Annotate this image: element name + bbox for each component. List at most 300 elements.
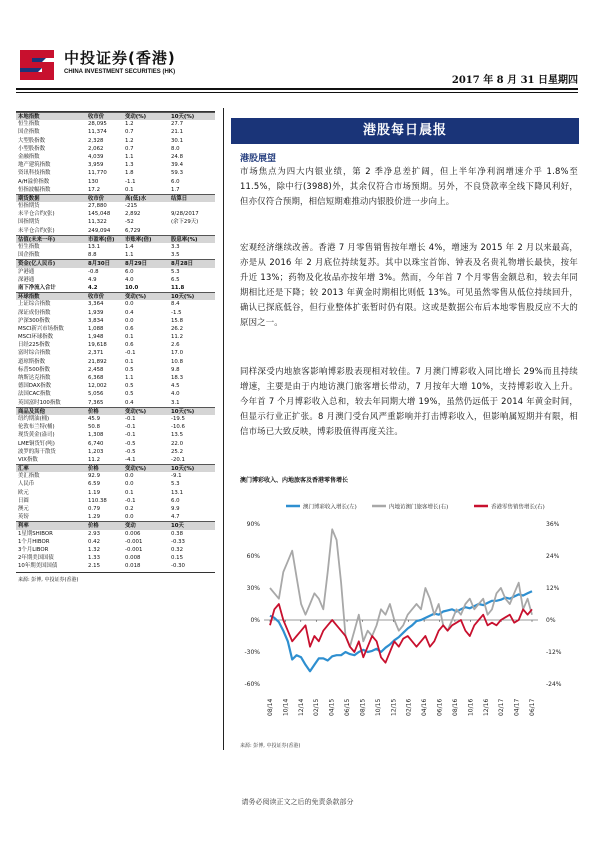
table-cell: 0.008 [125, 555, 141, 562]
table-cell: 1.2 [125, 137, 134, 144]
table-cell: 沪港通 [18, 268, 35, 275]
table-section-header [16, 235, 215, 243]
table-cell: 南下净流入合计 [18, 284, 56, 291]
chart-title: 澳门博彩收入、内地旅客及香港零售增长 [240, 477, 349, 484]
y-right-tick-label: -24% [546, 681, 562, 688]
table-cell: MSCI新兴市场指数 [18, 325, 64, 332]
header-cell: 价格 [88, 523, 99, 530]
header-cell: 价格 [88, 466, 99, 473]
table-section-header [16, 292, 215, 300]
table-cell: 4.0 [171, 391, 180, 398]
table-cell: 39.4 [171, 162, 184, 169]
header-cell: 资金(亿人民币) [18, 261, 56, 268]
table-cell: 45.9 [88, 415, 101, 422]
table-cell: 1.1 [125, 375, 134, 381]
table-cell: 1,308 [88, 432, 104, 439]
table-cell: -0.1 [125, 424, 136, 431]
table-row [16, 440, 215, 448]
table-cell: 0.1 [125, 358, 134, 365]
table-row [16, 374, 215, 382]
table-cell: -0.30 [171, 563, 185, 570]
table-cell: 1,939 [88, 309, 104, 316]
table-cell: 9/28/2017 [171, 211, 199, 218]
brand-name-en: CHINA INVESTMENT SECURITIES (HK) [64, 69, 176, 75]
header-cell: 收市价 [88, 114, 105, 120]
table-cell: 0.0 [125, 514, 134, 521]
table-row [16, 243, 215, 251]
x-tick-label: 08/14 [267, 698, 274, 716]
table-cell: 30.1 [171, 137, 184, 144]
header-cell: 变动(%) [125, 466, 147, 473]
table-cell: 法国CAC指数 [18, 391, 51, 398]
table-cell: 2,328 [88, 137, 104, 144]
table-row [16, 480, 215, 488]
table-cell: 8.4 [171, 301, 180, 308]
table-cell: 21,892 [88, 358, 107, 365]
table-cell: -10.6 [171, 424, 185, 431]
table-cell: VIX指数 [18, 456, 38, 463]
header-cell: 8月28日 [171, 261, 194, 268]
table-cell: 0.42 [88, 538, 101, 545]
table-cell: 3.1 [171, 399, 180, 406]
x-tick-label: 06/17 [529, 698, 536, 716]
table-cell: 1星期SHIBOR [18, 530, 53, 537]
table-cell: 1,948 [88, 334, 104, 341]
table-row [16, 497, 215, 505]
x-tick-label: 04/16 [421, 698, 429, 716]
section-title: 港股展望 [240, 154, 277, 164]
table-row [16, 178, 215, 186]
x-tick-label: 10/15 [374, 698, 382, 716]
header-cell: 变动(%) [125, 408, 147, 415]
table-row [16, 448, 215, 456]
table-cell: 0.006 [125, 530, 141, 537]
table-row [16, 562, 215, 570]
table-cell: 145,048 [88, 211, 111, 218]
table-cell: 10.0 [125, 284, 139, 291]
x-tick-label: 12/15 [390, 698, 398, 716]
header-cell: 10天(%) [171, 466, 195, 473]
table-row [16, 505, 215, 513]
table-cell: 22.0 [171, 440, 184, 447]
table-row [16, 366, 215, 374]
table-cell: 110.38 [88, 497, 107, 504]
table-cell: 6.0 [171, 178, 180, 185]
table-cell: 恒指期货 [18, 203, 40, 210]
x-tick-label: 06/16 [436, 698, 444, 716]
table-cell: 国企指数 [18, 129, 40, 136]
header-cell: 市盈率(倍) [88, 236, 115, 243]
company-logo [16, 46, 194, 86]
table-cell: 2,892 [125, 211, 141, 218]
table-cell: 1.7 [171, 186, 180, 193]
table-row [16, 530, 215, 538]
table-cell: 24.8 [171, 153, 184, 160]
table-row [16, 276, 215, 284]
table-cell: 1,203 [88, 448, 104, 455]
table-cell: 1.33 [88, 555, 101, 562]
table-row [16, 349, 215, 357]
table-cell: 17.0 [171, 350, 184, 357]
table-cell: 地产建筑指数 [18, 162, 51, 169]
table-cell: -4.1 [125, 456, 136, 463]
table-cell: 2.93 [88, 530, 101, 537]
table-cell: 未平仓合约(张) [18, 211, 55, 218]
header-cell: 高(低)水 [125, 195, 147, 202]
header-cell: 利率 [18, 523, 29, 530]
table-cell: 13.5 [171, 432, 184, 439]
table-row [16, 137, 215, 145]
table-cell: 1.19 [88, 489, 101, 496]
table-row [16, 251, 215, 259]
x-tick-label: 12/16 [482, 698, 490, 716]
table-row [16, 186, 215, 194]
legend-label: 澳门博彩收入增长(左) [303, 504, 357, 511]
table-cell: A/H溢价指数 [18, 178, 50, 185]
table-row [16, 472, 215, 480]
table-section-header [16, 259, 215, 267]
table-row [16, 309, 215, 317]
table-cell: 0.0 [125, 317, 134, 324]
table-section-header [16, 407, 215, 415]
table-section-header [16, 112, 215, 120]
table-row [16, 489, 215, 497]
header-cell: 变动(%) [125, 294, 147, 301]
table-cell: 国指期货 [18, 219, 40, 226]
table-cell: 17.2 [88, 186, 101, 193]
footer-disclaimer: 请务必阅读正文之后的免责条款部分 [241, 798, 354, 806]
table-cell: 0.6 [125, 342, 134, 349]
y-left-tick-label: -30% [244, 649, 260, 656]
y-right-tick-label: 24% [546, 553, 560, 560]
table-cell: 标普500指数 [18, 366, 50, 373]
table-cell: 上证综合指数 [18, 301, 51, 308]
paragraph-banks: 市场焦点为四大内银业绩，第 2 季净息差扩阔，但上半年净利润增速介乎 1.8%至 11.5%，除中行(3988)外，其余仅符合市场预期。另外，不良贷款率全线下降风利好，但亦仅符合预期，相信短期难推动内银股价进一步向上。 [240, 166, 578, 206]
table-cell: 0.4 [125, 309, 134, 316]
table-section-header [16, 194, 215, 202]
table-cell: 1.32 [88, 546, 101, 553]
x-tick-label: 02/15 [313, 698, 321, 716]
table-cell: 0.15 [171, 555, 184, 562]
legend-label: 香港零售销售增长(右) [491, 504, 545, 511]
x-tick-label: 08/15 [359, 698, 367, 716]
table-row [16, 317, 215, 325]
table-cell: 1.1 [125, 252, 134, 259]
table-cell: 4,039 [88, 153, 104, 160]
table-cell: 欧元 [18, 489, 29, 496]
table-cell: 13.1 [88, 244, 101, 250]
table-cell: 恒指波幅指数 [18, 186, 51, 193]
table-cell: 1.4 [125, 244, 134, 250]
header-cell: 本地指数 [18, 114, 40, 120]
header-cell: 10天(%) [171, 294, 195, 301]
table-cell: 0.5 [125, 383, 134, 390]
header-cell: 商品及其他 [18, 408, 45, 415]
table-cell: -0.5 [125, 440, 136, 447]
table-cell: 25.2 [171, 448, 184, 455]
table-cell: -0.001 [125, 546, 143, 553]
table-cell: 1.3 [125, 162, 134, 169]
x-tick-label: 08/16 [451, 698, 459, 716]
series-line-3 [270, 604, 532, 663]
header-cell: 10天 [171, 523, 184, 530]
table-row [16, 341, 215, 349]
table-cell: 0.1 [125, 186, 134, 193]
table-cell: 纳斯达克指数 [18, 375, 51, 381]
table-cell: 沪深300指数 [18, 317, 50, 324]
table-cell: 11,374 [88, 129, 107, 136]
table-cell: -215 [125, 203, 138, 210]
table-row [16, 390, 215, 398]
table-row [16, 145, 215, 153]
y-left-tick-label: 90% [246, 521, 260, 528]
table-cell: 8.8 [88, 252, 97, 259]
header-cell: 环球指数 [18, 294, 40, 301]
header-cell: 8月30日 [88, 261, 111, 268]
table-cell: -9.1 [171, 473, 182, 480]
table-cell: 0.7 [125, 129, 134, 136]
table-cell: 9.9 [171, 506, 180, 512]
table-cell: 0.1 [125, 334, 134, 341]
table-cell: -0.5 [125, 448, 136, 455]
table-cell: 10年期美国国债 [18, 563, 58, 570]
table-cell: 11.2 [88, 456, 101, 463]
x-tick-label: 10/14 [282, 698, 290, 716]
table-cell: 美汇指数 [18, 473, 40, 480]
table-cell: 资讯科技指数 [18, 170, 51, 177]
table-cell: 11.2 [171, 334, 184, 341]
table-cell: 13.1 [171, 489, 184, 496]
header-cell: 市账率(倍) [125, 236, 152, 243]
x-tick-label: 04/15 [328, 698, 336, 716]
table-cell: 4.0 [125, 276, 134, 283]
table-row [16, 554, 215, 562]
table-cell: 6,368 [88, 375, 104, 381]
table-cell: MSCI环球指数 [18, 334, 53, 341]
table-row [16, 333, 215, 341]
header-cell: 10天(%) [171, 114, 195, 120]
table-cell: 50.8 [88, 424, 101, 431]
paragraph-gaming: 同样深受内地旅客影响博彩股表现相对较佳。7 月澳门博彩收入同比增长 29%而且持续增速，主要是由于内地访澳门旅客增长带动，7 月按年大增 10%，支持博彩收入上升。今年首 7 个月博彩收入总和，较去年同期大增 19%，虽然仍远低于 2014 年黄金时间，但显示行业正扩张。8 月澳门受台风严重影响并打击博彩收入，但影响属短期并有限，相信市场已大致反映，博彩股值得再度关注。 [240, 366, 578, 436]
y-right-tick-label: 12% [546, 585, 560, 592]
table-cell: 0.4 [125, 399, 134, 406]
table-cell: 伦敦布兰特(桶) [18, 424, 55, 431]
x-tick-label: 10/16 [467, 698, 475, 716]
chart-source: 来源: 彭博, 中投证券(香港) [240, 743, 301, 749]
header-cell: 收市价 [88, 294, 105, 301]
table-cell: 0.79 [88, 506, 101, 512]
table-cell: 6,740 [88, 440, 104, 447]
table-cell: 0.2 [125, 506, 134, 512]
table-row [16, 268, 215, 276]
table-cell: -0.8 [88, 268, 99, 275]
table-cell: 小型股指数 [18, 145, 45, 152]
table-section-header [16, 464, 215, 472]
table-cell: 11.8 [171, 284, 185, 291]
legend-label: 内地访澳门旅客增长(右) [389, 504, 449, 511]
table-cell: 6.5 [171, 276, 180, 283]
table-cell: 5,056 [88, 391, 104, 398]
table-cell: 2.6 [171, 342, 180, 349]
table-cell: 6,729 [125, 227, 141, 234]
table-cell: 3,364 [88, 301, 104, 308]
table-cell: 英镑 [18, 514, 29, 521]
table-row [16, 218, 215, 226]
table-cell: 0.1 [125, 489, 134, 496]
table-cell: 12,002 [88, 383, 107, 390]
header-cell: 股息率(%) [171, 236, 198, 243]
table-cell: 59.3 [171, 170, 184, 177]
x-tick-label: 02/16 [405, 698, 413, 716]
table-cell: 0.0 [125, 473, 134, 480]
x-tick-label: 06/15 [344, 698, 352, 716]
table-row [16, 202, 215, 210]
table-cell: 富时综合指数 [18, 350, 51, 357]
header-rule-thin [16, 92, 578, 93]
table-cell: 3个月LIBOR [18, 546, 49, 553]
header-rule [16, 88, 578, 90]
table-row [16, 153, 215, 161]
table-row [16, 169, 215, 177]
y-right-tick-label: -12% [546, 649, 562, 656]
table-cell: 28,095 [88, 121, 107, 128]
table-cell: -0.1 [125, 350, 136, 357]
series-line-2 [270, 529, 532, 646]
table-cell: -0.001 [125, 538, 143, 545]
table-cell: 英国富时100指数 [18, 399, 61, 406]
table-row [16, 456, 215, 464]
table-cell: 27,880 [88, 203, 107, 210]
table-row [16, 210, 215, 218]
table-cell: 0.018 [125, 563, 141, 570]
header-cell: 价格 [88, 408, 99, 415]
table-cell: 金融指数 [18, 153, 40, 160]
y-right-tick-label: 0% [546, 617, 556, 624]
table-cell: 1.29 [88, 514, 101, 521]
table-cell: 1个月HIBOR [18, 538, 50, 545]
table-cell: 1.8 [125, 170, 134, 177]
table-cell: 日圆 [18, 497, 29, 504]
table-cell: -20.1 [171, 456, 185, 463]
table-cell: 5.3 [171, 268, 180, 275]
table-cell: 0.38 [171, 530, 184, 537]
table-cell: 2,062 [88, 145, 104, 152]
table-cell: 人民币 [18, 481, 35, 488]
table-cell: 0.32 [171, 546, 184, 553]
table-cell: 3,959 [88, 162, 104, 169]
table-cell: 2年期美国国债 [18, 555, 54, 562]
table-cell: 19,618 [88, 342, 107, 349]
table-cell: 15.8 [171, 317, 184, 324]
header-cell: 8月29日 [125, 261, 148, 268]
table-cell: 27.7 [171, 121, 184, 128]
table-row [16, 513, 215, 521]
table-cell: 2.15 [88, 563, 101, 570]
table-section-header [16, 521, 215, 529]
table-cell: -0.1 [125, 415, 136, 422]
table-cell: 6.0 [171, 497, 180, 504]
table-cell: 6.0 [125, 268, 134, 275]
table-cell: 5.3 [171, 481, 180, 488]
table-cell: 德国DAX指数 [18, 383, 51, 390]
table-cell: -19.5 [171, 415, 185, 422]
table-cell: 92.9 [88, 473, 101, 480]
table-cell: 恒生指数 [18, 244, 40, 250]
table-cell [168, 202, 215, 210]
table-cell: 18.3 [171, 375, 184, 381]
table-cell: 26.2 [171, 325, 184, 332]
table-cell: 10.8 [171, 358, 184, 365]
header-cell: 10天(%) [171, 408, 195, 415]
table-cell: 3.3 [171, 244, 180, 250]
table-row [16, 358, 215, 366]
table-cell: 6.59 [88, 481, 101, 488]
table-row [16, 325, 215, 333]
table-cell: 纽约期油(桶) [18, 415, 50, 422]
table-cell: 4.2 [88, 284, 98, 291]
table-cell: 日经225指数 [18, 342, 50, 349]
table-cell: (余下29天) [171, 219, 199, 226]
table-row [16, 382, 215, 390]
table-row [16, 546, 215, 554]
table-cell: -52 [125, 219, 134, 226]
table-cell: 现货黄金(盎司) [18, 432, 55, 439]
table-cell: 大型股指数 [18, 137, 45, 144]
report-banner: 港股每日晨报 [231, 118, 579, 144]
x-tick-label: 02/17 [498, 698, 506, 716]
header-cell: 收市价 [88, 195, 105, 202]
table-cell: 恒生指数 [18, 121, 40, 128]
gaming-retail-chart [236, 484, 578, 744]
table-cell: 0.0 [125, 301, 134, 308]
table-row [16, 227, 215, 235]
table-cell: 4.9 [88, 276, 97, 283]
market-data-table [16, 111, 215, 583]
table-cell: 11,770 [88, 170, 107, 177]
table-cell: 澳元 [18, 506, 29, 512]
table-cell [168, 227, 215, 235]
table-cell: 1.1 [125, 153, 134, 160]
table-cell: 深证成份指数 [18, 309, 51, 316]
table-row [16, 431, 215, 439]
table-row [16, 538, 215, 546]
table-cell: 1.2 [125, 121, 134, 128]
table-cell: 深港通 [18, 276, 35, 283]
table-cell: 2,371 [88, 350, 104, 357]
paragraph-retail: 宏观经济继续改善。香港 7 月零售销售按年增长 4%，增速为 2015 年 2 月以来最高，亦是从 2016 年 2 月底位持续复苏。其中以珠宝首饰、钟表及名贵礼物增长最快，按年升近 13%；药物及化妆品亦按年增 3%。然而，今年首 7 个月零售金额总和，较去年同期相比还是下降；较 2013 年黄金时期相比则低 13%。可见虽然零售从低位持续回升，确认已探底低谷，但行业整体扩张暂时仍有限。这或是数据公布后本地零售股反应不大的原因之一。 [240, 242, 578, 327]
series-line-1 [270, 591, 532, 671]
table-cell: -0.1 [125, 497, 136, 504]
header-cell: 估值(未来一年) [18, 236, 56, 243]
table-cell: 波罗的海干散货 [18, 448, 56, 455]
table-cell: -0.1 [125, 432, 136, 439]
table-row [16, 161, 215, 169]
table-row [16, 128, 215, 136]
table-row [16, 120, 215, 128]
table-cell: -1.1 [125, 178, 136, 185]
table-cell: 130 [88, 178, 99, 185]
table-cell: 3,834 [88, 317, 104, 324]
header-cell: 变动(%) [125, 114, 147, 120]
table-cell: 0.5 [125, 391, 134, 398]
table-cell: 道琼斯指数 [18, 358, 45, 365]
table-cell: 8.0 [171, 145, 180, 152]
table-cell: LME铜货钉(吨) [18, 440, 55, 447]
x-tick-label: 04/17 [513, 698, 521, 716]
table-cell: 7,365 [88, 399, 104, 406]
table-cell: 0.6 [125, 325, 134, 332]
header-cell: 汇率 [18, 466, 29, 473]
